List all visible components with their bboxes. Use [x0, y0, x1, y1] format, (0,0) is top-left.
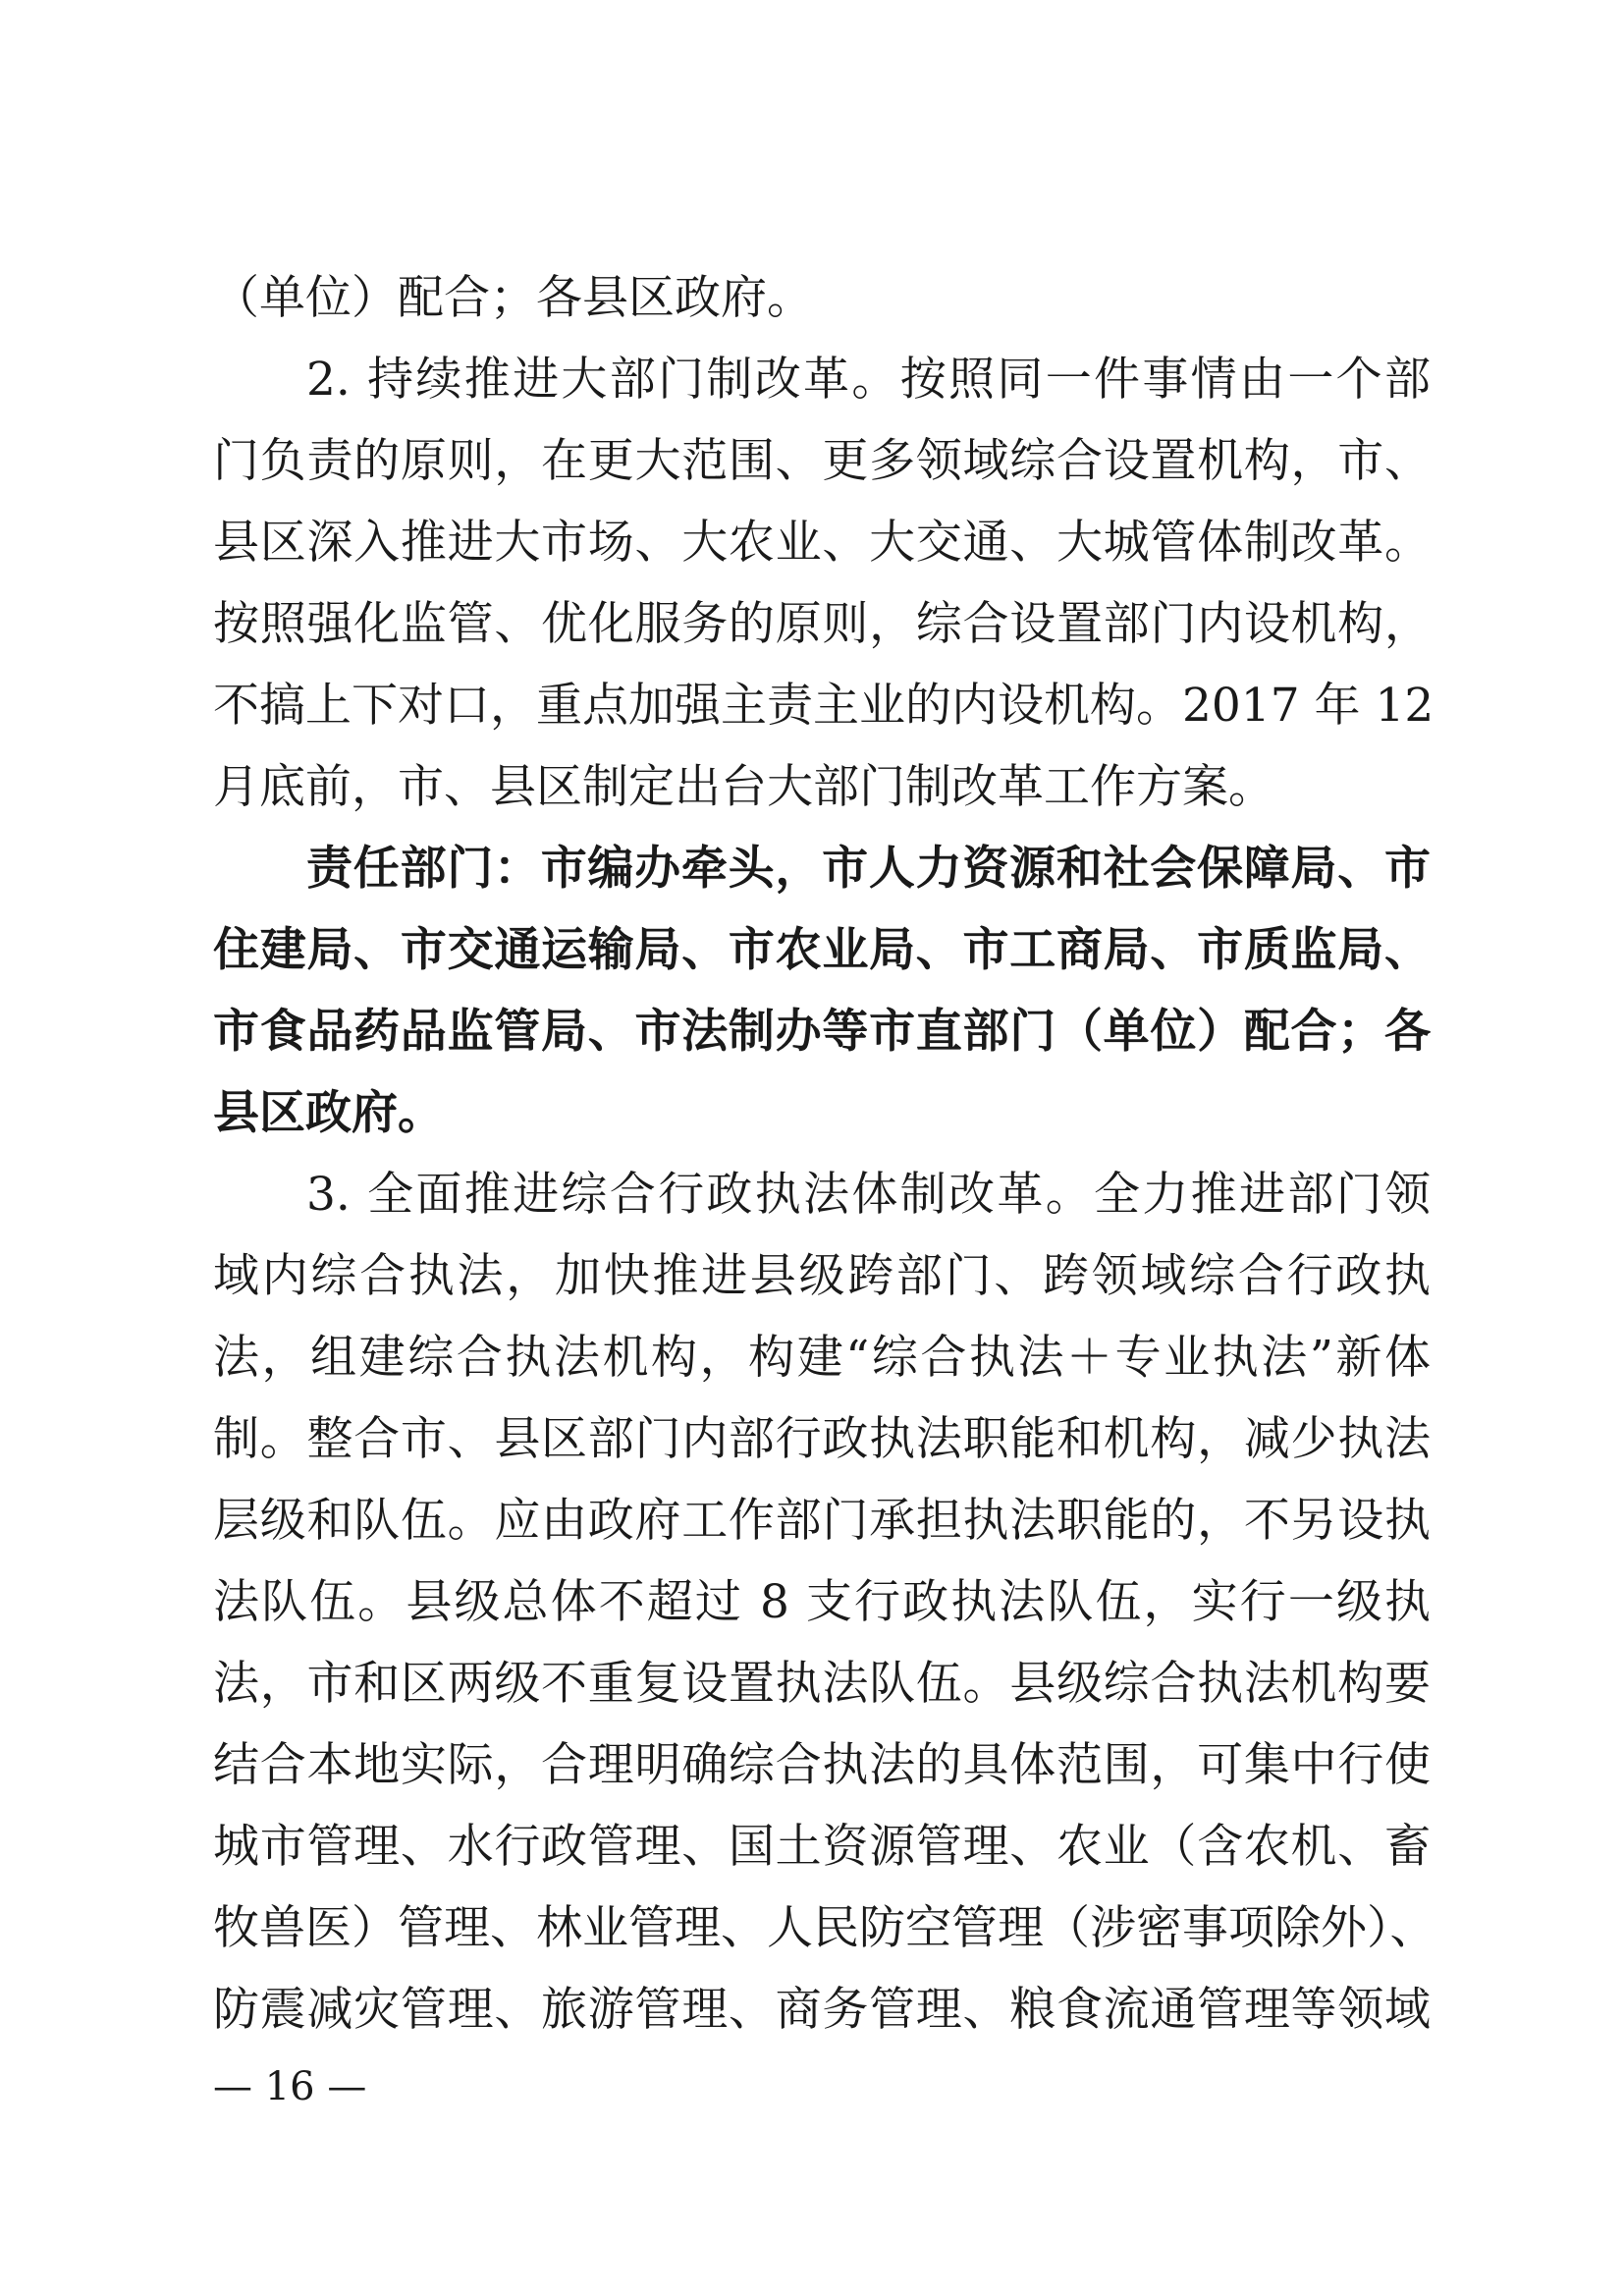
- text-line: 2. 持续推进大部门制改革。按照同一件事情由一个部: [306, 353, 1431, 407]
- text-line: 防震减灾管理、旅游管理、商务管理、粮食流通管理等领域: [213, 1983, 1431, 2037]
- text-line: 法，市和区两级不重复设置执法队伍。县级综合执法机构要: [213, 1657, 1431, 1711]
- text-line: （单位）配合；各县区政府。: [213, 271, 813, 325]
- responsible-departments-line: 县区政府。: [213, 1086, 444, 1140]
- text-line: 按照强化监管、优化服务的原则，综合设置部门内设机构，: [213, 597, 1431, 651]
- responsible-departments-line: 住建局、市交通运输局、市农业局、市工商局、市质监局、: [213, 923, 1431, 977]
- text-line: 不搞上下对口，重点加强主责主业的内设机构。2017 年 12: [213, 679, 1435, 733]
- responsible-departments-line: 市食品药品监管局、市法制办等市直部门（单位）配合；各: [213, 1005, 1431, 1059]
- text-line: 门负责的原则，在更大范围、更多领域综合设置机构，市、: [213, 434, 1431, 488]
- responsible-departments-line: 责任部门：市编办牵头，市人力资源和社会保障局、市: [306, 842, 1431, 896]
- text-line: 城市管理、水行政管理、国土资源管理、农业（含农机、畜: [213, 1820, 1431, 1874]
- text-line: 结合本地实际，合理明确综合执法的具体范围，可集中行使: [213, 1738, 1431, 1792]
- text-line: 域内综合执法，加快推进县级跨部门、跨领域综合行政执: [213, 1249, 1431, 1303]
- page-number: — 16 —: [213, 2064, 367, 2109]
- text-line: 县区深入推进大市场、大农业、大交通、大城管体制改革。: [213, 516, 1431, 570]
- text-line: 层级和队伍。应由政府工作部门承担执法职能的，不另设执: [213, 1494, 1431, 1548]
- text-line: 制。整合市、县区部门内部行政执法职能和机构，减少执法: [213, 1412, 1431, 1466]
- text-line: 法，组建综合执法机构，构建“综合执法＋专业执法”新体: [213, 1331, 1431, 1385]
- text-line: 法队伍。县级总体不超过 8 支行政执法队伍，实行一级执: [213, 1575, 1431, 1629]
- text-line: 月底前，市、县区制定出台大部门制改革工作方案。: [213, 760, 1274, 814]
- text-line: 牧兽医）管理、林业管理、人民防空管理（涉密事项除外）、: [213, 1901, 1436, 1955]
- text-line: 3. 全面推进综合行政执法体制改革。全力推进部门领: [306, 1168, 1431, 1222]
